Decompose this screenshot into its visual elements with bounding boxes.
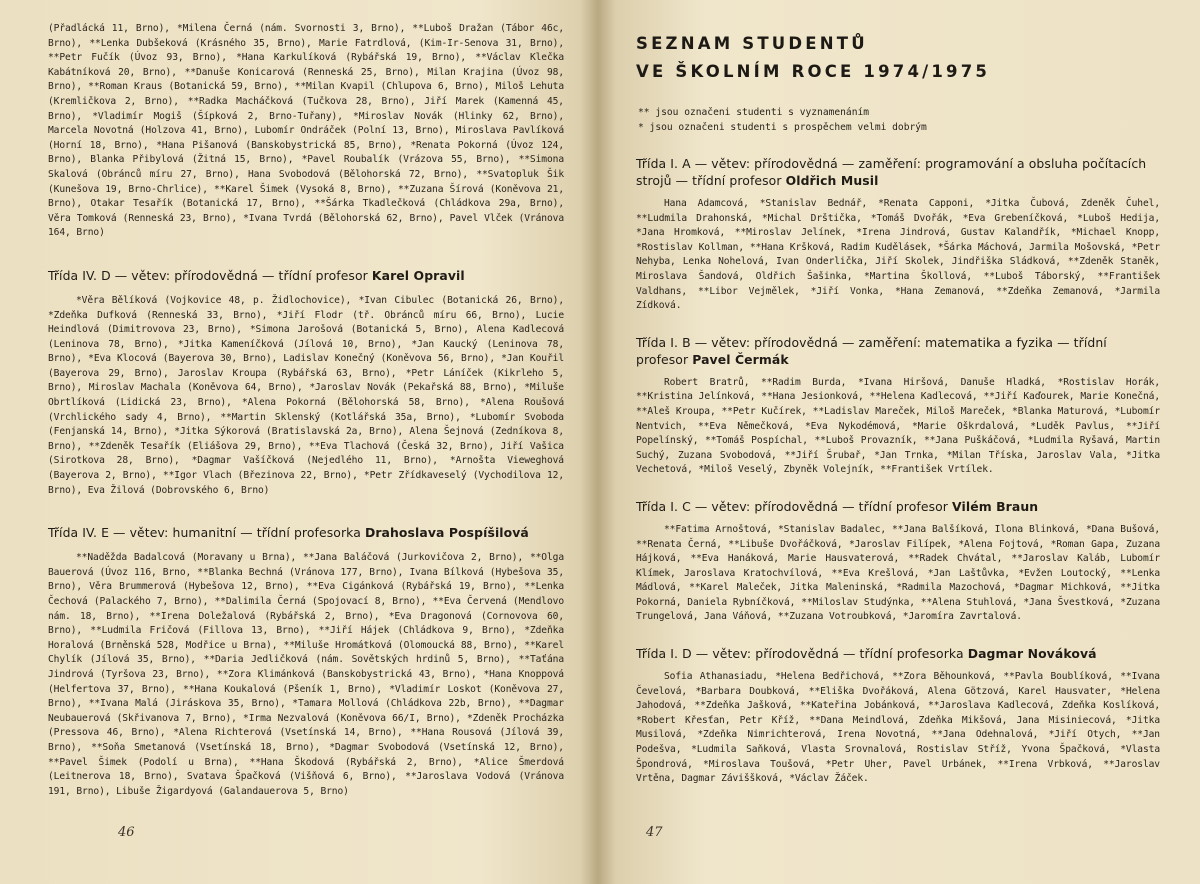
section-i-a — [636, 155, 1160, 314]
student-list-iv-e: **Naděžda Badalcová (Moravany u Brna), **Jana Baláčová (Jurkovičova 2, Brno), **Olga Bauerová (Úvoz 116, Brno, **Blanka Bechná (Vránova 177, Brno), Ivana Bílková (Hybešova 35, Brno), Věra Brummerová (Hybešova 12, Brno), **Eva Cigánková (Rybářská 19, Brno), **Lenka Čechová (Palackého 7, Brno), **Dalimila Černá (Spojovací 8, Brno), **Eva Červená (Mendlovo nám. 18, Brno), **Irena Doležalová (Rybářská 2, Brno), *Eva Dragonová (Cornovova 60, Brno), **Ludmila Fričová (Fillova 13, Brno), **Jiří Hájek (Chládkova 9, Brno), *Zdeňka Horalová (Brněnská 528, Modřice u Brna), **Miluše Hromátková (Olomoucká 88, Brno), **Karel Chylík (Jílová 35, Brno), **Daria Jedličková (nám. Sovětských hrdinů 5, Brno), **Taťána Jindrová (Tyršova 23, Brno), **Zora Klimánková (Banskobystrická 43, Brno), *Hana Knoppová (Helfertova 37, Brno), **Hana Koukalová (Pšeník 1, Brno), *Vladimír Loskot (Koněvova 27, Brno), **Ivana Malá (Jiráskova 35, Brno), *Tamara Mollová (Chládkova 22b, Brno), **Dagmar Neubauerová (Skřivanova 7, Brno), *Irma Nezvalová (Koněvova 66/I, Brno), *Zdeněk Procházka (Pressova 46, Brno), *Alena Richterová (Vsetínská 14, Brno), **Hana Rousová (Jílová 39, Brno), **Soňa Smetanová (Vsetínská 18, Brno), *Dagmar Svobodová (Vsetínská 12, Brno), **Pavel Šimek (Podolí u Brna), **Hana Škodová (Rybářská 2, Brno), *Alice Šmerdová (Leitnerova 18, Brno), Svatava Špačková (Višňová 6, Brno), **Jaroslava Vodová (Vránova 191, Brno), Libuše Žigardyová (Galandauerova 5, Brno) — [48, 552, 564, 797]
right-page — [598, 0, 1200, 884]
legend-honors: ** jsou označeni studenti s vyznamenáním — [638, 107, 870, 118]
class-professor: Pavel Čermák — [692, 351, 789, 367]
class-heading-i-d — [636, 645, 1160, 662]
class-professor: Oldřich Musil — [785, 173, 879, 188]
section-i-b — [636, 334, 1160, 478]
class-heading-text: Třída I. C — větev: přírodovědná — třídní profesor — [636, 498, 948, 514]
class-heading-i-a — [636, 155, 1160, 189]
class-professor: Vilém Braun — [952, 498, 1039, 514]
class-heading-text: Třída I. A — větev: přírodovědná — zaměření: programování a obsluha počítacích strojů — třídní profesor — [636, 156, 1147, 188]
class-heading-text: Třída IV. E — větev: humanitní — třídní profesorka — [48, 525, 361, 541]
page-number-left: 46 — [118, 825, 135, 840]
class-heading-i-b — [636, 334, 1160, 368]
list-title — [636, 30, 1160, 86]
student-list-i-d: Sofia Athanasiadu, *Helena Bedřichová, **Zora Běhounková, **Pavla Boublíková, **Ivana Čevelová, *Barbara Doubková, **Eliška Dvořáková, Alena Götzová, Karel Hausvater, *Helena Jahodová, **Zdeňka Jašková, **Kateřina Jobánková, **Jaroslava Kadlecová, Zdeňka Koslíková, *Robert Křesťan, Petr Kříž, **Dana Meindlová, Zdeňka Mikšová, Jana Misiniecová, *Jitka Musilová, *Zdeňka Nimrichterová, Irena Novotná, **Jana Odehnalová, *Jiří Otych, **Jan Podešva, *Ludmila Saňková, Vlasta Srovnalová, Rostislav Stříž, Yvona Špačková, *Vlasta Špondrová, *Miroslava Toušová, *Petr Uher, Pavel Urbánek, **Irena Vrbková, **Jaroslav Vrtěna, Dagmar Záviššková, *Václav Žáček. — [636, 671, 1160, 785]
section-iv-e — [48, 524, 564, 799]
left-page — [0, 0, 598, 884]
student-list-iv-d: *Věra Bělíková (Vojkovice 48, p. Židlochovice), *Ivan Cibulec (Botanická 26, Brno), *Zdeňka Dufková (Renneská 33, Brno), *Jiří Flodr (tř. Obránců míru 66, Brno), Lucie Heindlová (Dimitrovova 23, Brno), *Simona Jarošová (Botanická 5, Brno), Alena Kadlecová (Leninova 78, Brno), *Jitka Kameníčková (Jílová 10, Brno), *Jan Kaucký (Leninova 78, Brno), *Eva Klocová (Bayerova 30, Brno), Ladislav Konečný (Koněvova 56, Brno), *Jan Kouřil (Bayerova 29, Brno), Jaroslav Kroupa (Rybářská 63, Brno), *Petr Láníček (Kikrleho 5, Brno), Miroslav Machala (Koněvova 64, Brno), *Jaroslav Novák (Pekařská 88, Brno), *Miluše Obrtlíková (Lidická 23, Brno), *Alena Pokorná (Bělohorská 58, Brno), *Alena Roušová (Vrchlického sady 4, Brno), **Martin Sklenský (Kotlářská 35a, Brno), *Lubomír Svoboda (Fenjanská 14, Brno), *Jitka Sýkorová (Bratislavská 2a, Brno), Alena Šejnová (Zedníkova 8, Brno), **Zdeněk Tesařík (Eliášova 29, Brno), **Eva Tlachová (Česká 32, Brno), Jiří Vašica (Sirotkova 28, Brno), *Dagmar Vašíčková (Nejedlého 11, Brno), *Arnošta Vieweghová (Bayerova 2, Brno), **Igor Vlach (Březinova 22, Brno), *Petr Zřídkaveselý (Vychodilova 12, Brno), Eva Žilová (Dobrovského 6, Brno) — [48, 294, 564, 496]
class-professor: Dagmar Nováková — [967, 646, 1097, 662]
student-list-i-a: Hana Adamcová, *Stanislav Bednář, *Renata Capponi, *Jitka Čubová, Zdeněk Čuhel, **Ludmila Drahonská, *Michal Drštička, *Tomáš Dvořák, *Eva Grebeníčková, *Luboš Hedija, *Jana Hromková, **Miroslav Jelínek, *Irena Jindrová, Gustav Kalandřík, *Michael Knopp, *Rostislav Kollman, **Hana Kršková, Radim Kudělásek, *Šárka Máchová, Jarmila Mošovská, *Petr Nehyba, Lenka Nohelová, Ivan Onderlička, Jiří Skolek, Jindřiška Sládková, **Zdeněk Staněk, Miroslava Šandová, Oldřich Šašinka, *Martina Škollová, **Luboš Táborský, **František Valdhans, **Libor Vejmělek, *Jiří Vonka, *Hana Zemanová, **Zdeňka Zemanová, *Jarmila Zídková. — [636, 198, 1160, 312]
class-heading-text: Třída IV. D — větev: přírodovědná — třídní profesor — [48, 267, 368, 283]
legend — [636, 106, 1160, 135]
section-i-c — [636, 498, 1160, 625]
class-heading-iv-d — [48, 267, 564, 284]
title-line-1: SEZNAM STUDENTŮ — [636, 34, 868, 53]
section-i-d — [636, 645, 1160, 787]
legend-very-good: * jsou označeni studenti s prospěchem velmi dobrým — [638, 121, 927, 133]
page-number-right: 47 — [646, 825, 663, 840]
class-professor: Drahoslava Pospíšilová — [364, 525, 529, 541]
class-heading-i-c — [636, 498, 1160, 515]
class-heading-text: Třída I. B — větev: přírodovědná — zaměření: matematika a fyzika — třídní profesor — [636, 334, 1107, 367]
class-professor: Karel Opravil — [371, 267, 465, 283]
student-list-i-c: **Fatima Arnoštová, *Stanislav Badalec, **Jana Balšíková, Ilona Blinková, *Dana Bušová, **Renata Černá, **Libuše Dvořáčková, *Jaroslav Filípek, *Alena Fojtová, *Roman Gapa, Zuzana Hájková, **Eva Hanáková, Marie Hausvaterová, **Radek Chvátal, **Jaroslav Kaláb, Lubomír Klímek, Jaroslava Kratochvílová, **Eva Krešlová, *Jan Laštůvka, *Evžen Loutocký, **Lenka Mádlová, **Karel Maleček, Jitka Maleninská, *Radmila Mazochová, *Dagmar Michková, **Jitka Pokorná, Daniela Rybníčková, **Miloslav Studýnka, **Alena Stuhlová, *Jana Švestková, *Zuzana Trungelová, Jana Váňová, **Zuzana Votroubková, *Jaromíra Zavrtalová. — [636, 523, 1160, 623]
section-iv-d — [48, 267, 564, 498]
continued-student-list: (Přadlácká 11, Brno), *Milena Černá (nám. Svornosti 3, Brno), **Luboš Dražan (Tábor 46c, Brno), **Lenka Dubšeková (Krásného 35, Brno), Marie Fatrdlová, (Kim-Ir-Senova 31, Brno), **Petr Fučík (Úvoz 93, Brno), *Hana Karkulíková (Rybářská 19, Brno), **Václav Klečka Kabátníková 20, Brno), **Danuše Konicarová (Renneská 25, Brno), Milan Krajina (Úvoz 98, Brno), **Roman Kraus (Botanická 59, Brno), **Milan Kvapil (Chlupova 6, Brno), Miloš Lehuta (Kremličkova 2, Brno), **Radka Macháčková (Tučkova 28, Brno), Jiří Marek (Kamenná 45, Brno), *Vladimír Mogiš (Šípková 2, Brno-Tuřany), *Miroslav Novák (Hlinky 62, Brno), Marcela Novotná (Holzova 41, Brno), Lubomír Ondráček (Polní 13, Brno), Miroslava Pavlíková (Horní 18, Brno), *Hana Pišanová (Banskobystrická 85, Brno), *Renata Pokorná (Úvoz 124, Brno), Blanka Přibylová (Žitná 15, Brno), *Pavel Roubalík (Vrázova 55, Brno), **Simona Skalová (Obránců míru 27, Brno), Hana Svobodová (Bělohorská 72, Brno), **Svatopluk Šik (Kunešova 19, Brno-Chrlice), **Karel Šimek (Vysoká 8, Brno), **Zuzana Šírová (Koněvova 21, Brno), Otakar Tesařík (Botanická 17, Brno), **Šárka Tkadlečková (Chládkova 29a, Brno), Věra Tomková (Renneská 23, Brno), *Ivana Tvrdá (Bělohorská 62, Brno), Pavel Vlček (Vránova 164, Brno) — [48, 23, 564, 239]
title-line-2: VE ŠKOLNÍM ROCE 1974/1975 — [636, 62, 991, 81]
class-heading-text: Třída I. D — větev: přírodovědná — třídní profesorka — [636, 646, 964, 662]
class-heading-iv-e — [48, 524, 564, 541]
student-list-i-b: Robert Bratrů, **Radim Burda, *Ivana Hiršová, Danuše Hladká, *Rostislav Horák, **Kristina Jelínková, **Hana Jesionková, **Helena Kadlecová, **Jiří Kaďourek, Marie Konečná, **Aleš Kroupa, **Petr Kučírek, **Ladislav Mareček, Miloš Mareček, *Blanka Maturová, *Lubomír Nentvich, **Eva Němečková, *Eva Nykodémová, *Marie Oškrdalová, *Luděk Pavlus, **Jiří Popelínský, **Tomáš Pospíchal, **Luboš Provazník, **Jana Puškáčová, *Ludmila Ryšavá, Martin Suchý, Zuzana Svobodová, **Jiří Šrubař, *Jan Trnka, *Milan Tříska, Jaroslav Vala, *Jitka Vechetová, *Miloš Veselý, Zbyněk Volejník, **František Vrtílek. — [636, 376, 1160, 476]
